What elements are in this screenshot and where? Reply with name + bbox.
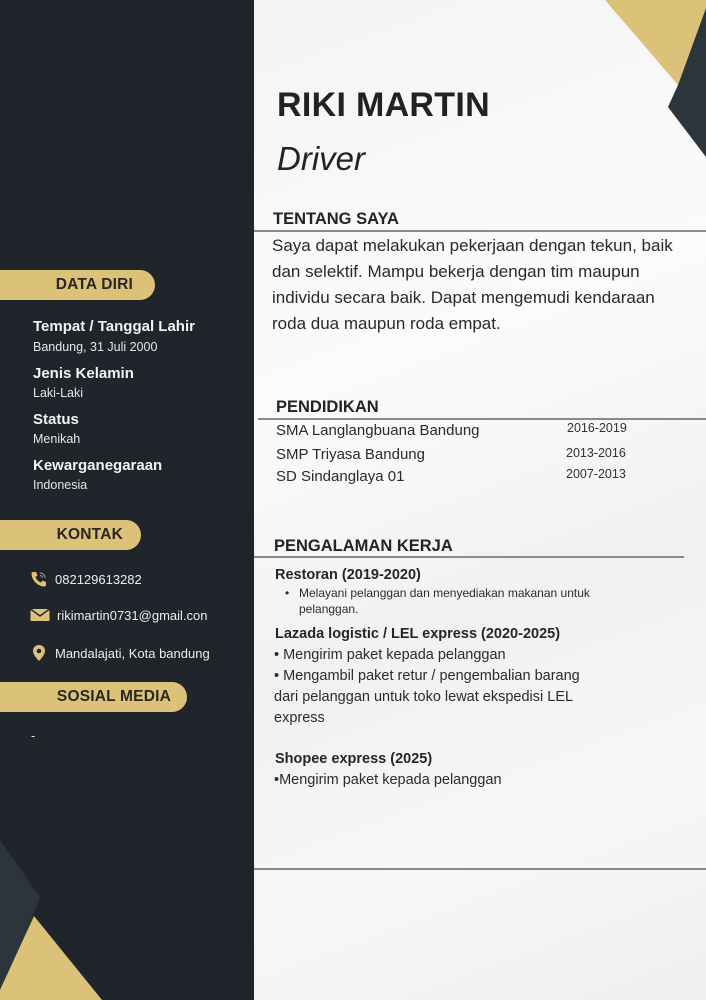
candidate-role: Driver: [277, 140, 365, 177]
mail-icon: [30, 607, 50, 623]
contact-phone-value: 082129613282: [55, 571, 142, 587]
job-2-line-2: • Mengambil paket retur / pengembalian barang: [274, 668, 580, 684]
contact-email-value: rikimartin0731@gmail.con: [57, 607, 208, 623]
job-title-2: Lazada logistic / LEL express (2020-2025): [275, 626, 561, 642]
education-years-3: 2007-2013: [566, 467, 626, 481]
divider-experience: [254, 556, 684, 558]
label-gender: Jenis Kelamin: [33, 365, 134, 382]
about-text: Saya dapat melakukan pekerjaan dengan tekun, baik dan selektif. Mampu bekerja dengan tim maupun individu secara baik. Dapat mengemudi kendaraan roda dua maupun roda empat.: [272, 236, 673, 333]
sidebar: [0, 0, 254, 1000]
value-citizenship: Indonesia: [33, 478, 88, 492]
divider-about: [254, 230, 706, 232]
job-title-1: Restoran (2019-2020): [275, 567, 421, 583]
job-2-line-1: • Mengirim paket kepada pelanggan: [274, 647, 506, 663]
decorative-corner-shapes-bottom-left: [0, 800, 260, 1000]
location-pin-icon: [30, 644, 48, 662]
education-years-2: 2013-2016: [566, 446, 626, 460]
section-title-kontak: KONTAK: [56, 526, 123, 543]
candidate-name: RIKI MARTIN: [277, 86, 490, 124]
divider-education: [258, 418, 706, 420]
value-status: Menikah: [33, 432, 81, 446]
education-school-2: SMP Triyasa Bandung: [276, 446, 425, 463]
contact-address: [30, 644, 210, 662]
section-pill-data-diri: [0, 270, 155, 300]
label-status: Status: [33, 411, 79, 428]
social-media-value: -: [31, 729, 36, 743]
job-1-bullet: [285, 585, 645, 617]
label-citizenship: Kewarganegaraan: [33, 457, 163, 474]
section-title-about: TENTANG SAYA: [273, 210, 399, 228]
divider-bottom: [254, 868, 706, 870]
value-birth: Bandung, 31 Juli 2000: [33, 340, 158, 354]
education-school-3: SD Sindanglaya 01: [276, 468, 405, 485]
job-1-bullet-text: Melayani pelanggan dan menyediakan makanan untuk pelanggan.: [299, 586, 590, 616]
job-2-line-4: express: [274, 710, 325, 726]
job-2-line-3: dari pelanggan untuk toko lewat ekspedisi LEL: [274, 689, 574, 705]
education-years-1: 2016-2019: [567, 421, 627, 435]
contact-phone: [30, 570, 142, 588]
job-3-line-1: •Mengirim paket kepada pelanggan: [274, 772, 502, 788]
section-title-education: PENDIDIKAN: [276, 398, 379, 416]
contact-email: [30, 607, 207, 623]
bullet-dot: •: [285, 586, 290, 600]
education-school-1: SMA Langlangbuana Bandung: [276, 422, 480, 439]
section-title-data-diri: DATA DIRI: [55, 276, 133, 293]
decorative-corner-shapes-top-right: [560, 0, 706, 230]
section-title-sosial-media: SOSIAL MEDIA: [56, 688, 171, 705]
label-birth: Tempat / Tanggal Lahir: [33, 318, 195, 335]
value-gender: Laki-Laki: [33, 386, 84, 400]
contact-address-value: Mandalajati, Kota bandung: [55, 645, 210, 661]
section-pill-sosial-media: [0, 682, 187, 712]
phone-icon: [30, 570, 48, 588]
section-pill-kontak: [0, 520, 141, 550]
section-title-experience: PENGALAMAN KERJA: [274, 537, 453, 555]
job-title-3: Shopee express (2025): [275, 751, 433, 767]
